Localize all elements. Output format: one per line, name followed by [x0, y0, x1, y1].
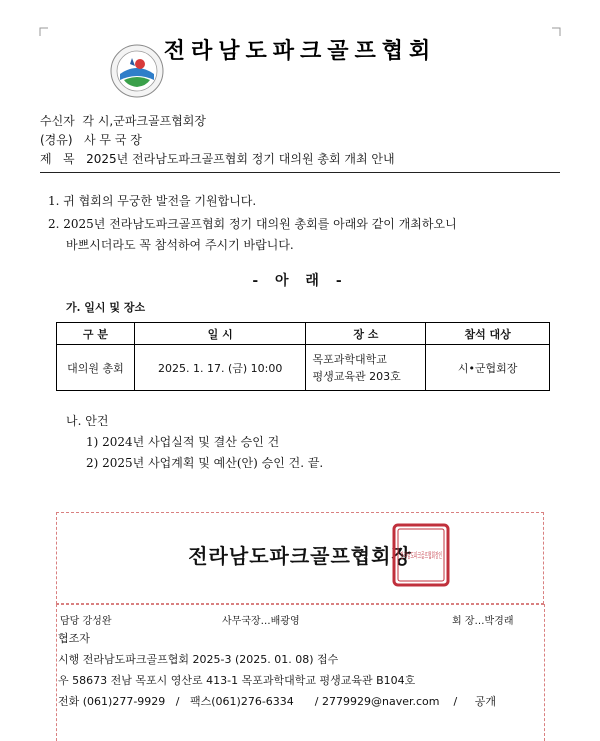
cooperator-label: 협조자 [58, 632, 90, 645]
right-margin-line [544, 604, 545, 741]
header-category: 구 분 [57, 323, 135, 345]
approval-divider [56, 604, 544, 605]
official-seal-icon [392, 523, 493, 587]
fax: 팩스(061)276-6334 [190, 695, 294, 708]
subject-value: 2025년 전라남도파크골프협회 정기 대의원 총회 개최 안내 [86, 152, 395, 166]
section-ga-heading: 가. 일시 및 장소 [66, 301, 146, 314]
separator-3: / [453, 695, 458, 708]
header-divider [40, 172, 560, 173]
sender-name: 전라남도파크골프협회장 [188, 544, 412, 568]
email: 2779929@naver.com [322, 695, 440, 708]
president: 회 장…박경래 [452, 616, 514, 627]
recipient-value: 각 시,군파크골프협회장 [82, 114, 206, 128]
cell-place [306, 345, 426, 391]
via-label: (경유) [40, 133, 73, 147]
phone: 전화 (061)277-9929 [58, 695, 166, 708]
header-datetime: 일 시 [134, 323, 306, 345]
disclosure: 공개 [474, 695, 496, 708]
cell-place-line-1: 목포과학대학교 [312, 352, 387, 366]
agenda-item-2: 2) 2025년 사업계획 및 예산(안) 승인 건. 끝. [86, 456, 324, 470]
notice-heading: - 아 래 - [252, 273, 348, 289]
body-item-1: 1. 귀 협회의 무궁한 발전을 기원합니다. [48, 194, 257, 208]
cell-datetime: 2025. 1. 17. (금) 10:00 [134, 345, 306, 391]
recipient-label: 수신자 [40, 114, 75, 128]
header-attendees: 참석 대상 [426, 323, 550, 345]
header-place: 장 소 [306, 323, 426, 345]
cell-category: 대의원 총회 [57, 345, 135, 391]
address-line: 우 58673 전남 목포시 영산로 413-1 목포과학대학교 평생교육관 B104호 [58, 674, 416, 687]
table-header-row [57, 323, 550, 345]
association-emblem-icon [110, 44, 164, 98]
contact-line [58, 693, 496, 709]
separator-2: / [314, 695, 319, 708]
seal-text: 전라남도파크골프협회장인 [400, 551, 493, 560]
cell-place-line-2: 평생교육관 203호 [312, 369, 401, 383]
schedule-table [56, 322, 550, 391]
drafter: 담당 강성완 [60, 616, 112, 627]
recipient-line [40, 112, 206, 129]
separator-1: / [175, 695, 180, 708]
subject-line [40, 150, 395, 167]
table-row [57, 345, 550, 391]
enforcement-line: 시행 전라남도파크골프협회 2025-3 (2025. 01. 08) 접수 [58, 653, 339, 666]
via-value: 사 무 국 장 [84, 133, 142, 147]
via-line [40, 131, 142, 148]
agenda-item-1: 1) 2024년 사업실적 및 결산 승인 건 [86, 435, 280, 449]
organization-title: 전라남도파크골프협회 [163, 39, 437, 64]
body-item-2-line-2: 바쁘시더라도 꼭 참석하여 주시기 바랍니다. [66, 238, 294, 252]
cell-attendees: 시•군협회장 [426, 345, 550, 391]
section-na-heading: 나. 안건 [66, 414, 109, 428]
secretary-general: 사무국장…배광영 [222, 616, 300, 627]
left-margin-line [56, 604, 57, 741]
subject-label: 제 목 [40, 152, 75, 166]
body-item-2-line-1: 2. 2025년 전라남도파크골프협회 정기 대의원 총회를 아래와 같이 개최하오니 [48, 217, 457, 231]
